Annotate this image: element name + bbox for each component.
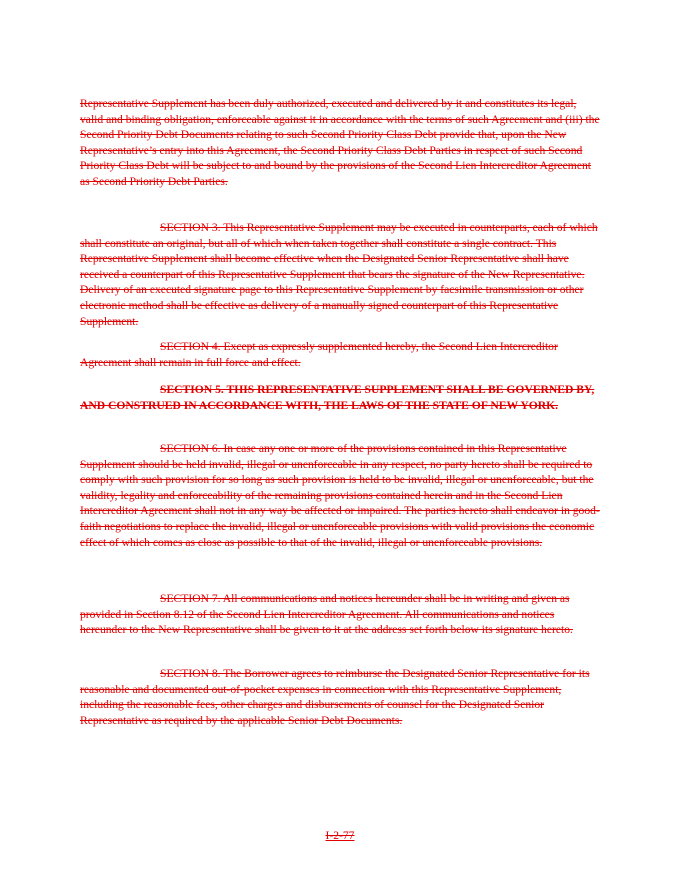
paragraph-section-7: SECTION 7. All communications and notices hereunder shall be in writing and given as provided in Section 8.12 of the Second Lien Intercreditor Agreement. All communications and notices hereunder to the New Representative shall be given to it at the address set forth below its signature hereto.	[80, 592, 573, 637]
paragraph-continuation: Representative Supplement has been duly authorized, executed and delivered by it and constitutes its legal, valid and binding obligation, enforceable against it in accordance with the terms of such Agreement and (iii) the Second Priority Debt Documents relating to such Second Priority Class Debt provide that, upon the New Representative’s entry into this Agreement, the Second Priority Class Debt Parties in respect of such Second Priority Class Debt will be subject to and bound by the provisions of the Second Lien Intercreditor Agreement as Second Priority Debt Parties.	[80, 97, 600, 188]
paragraph-section-4: SECTION 4. Except as expressly supplemented hereby, the Second Lien Intercreditor Agreement shall remain in full force and effect.	[80, 340, 558, 369]
paragraph-section-8: SECTION 8. The Borrower agrees to reimburse the Designated Senior Representative for its reasonable and documented out-of-pocket expenses in connection with this Representative Supplement, including the reasonable fees, other charges and disbursements of counsel for the Designated Senior Representative as required by the applicable Senior Debt Documents.	[80, 667, 590, 727]
paragraph-section-6: SECTION 6. In case any one or more of the provisions contained in this Representative Supplement should be held invalid, illegal or unenforceable in any respect, no party hereto shall be required to comply with such provision for so long as such provision is held to be invalid, illegal or unenforceable, but the validity, legality and enforceability of the remaining provisions contained herein and in the Second Lien Intercreditor Agreement shall not in any way be affected or impaired. The parties hereto shall endeavor in good-faith negotiations to replace the invalid, illegal or unenforceable provisions with valid provisions the economic effect of which comes as close as possible to that of the invalid, illegal or unenforceable provisions.	[80, 442, 600, 549]
paragraph-section-5: SECTION 5. THIS REPRESENTATIVE SUPPLEMENT SHALL BE GOVERNED BY, AND CONSTRUED IN ACCORDANCE WITH, THE LAWS OF THE STATE OF NEW YORK.	[80, 383, 595, 412]
paragraph-section-3: SECTION 3. This Representative Supplement may be executed in counterparts, each of which shall constitute an original, but all of which when taken together shall constitute a single contract. This Representative Supplement shall become effective when the Designated Senior Representative shall have received a counterpart of this Representative Supplement that bears the signature of the New Representative. Delivery of an executed signature page to this Representative Supplement by facsimile transmission or other electronic method shall be effective as delivery of a manually signed counterpart of this Representative Supplement.	[80, 221, 598, 328]
page-number: I-2-77	[325, 829, 355, 842]
